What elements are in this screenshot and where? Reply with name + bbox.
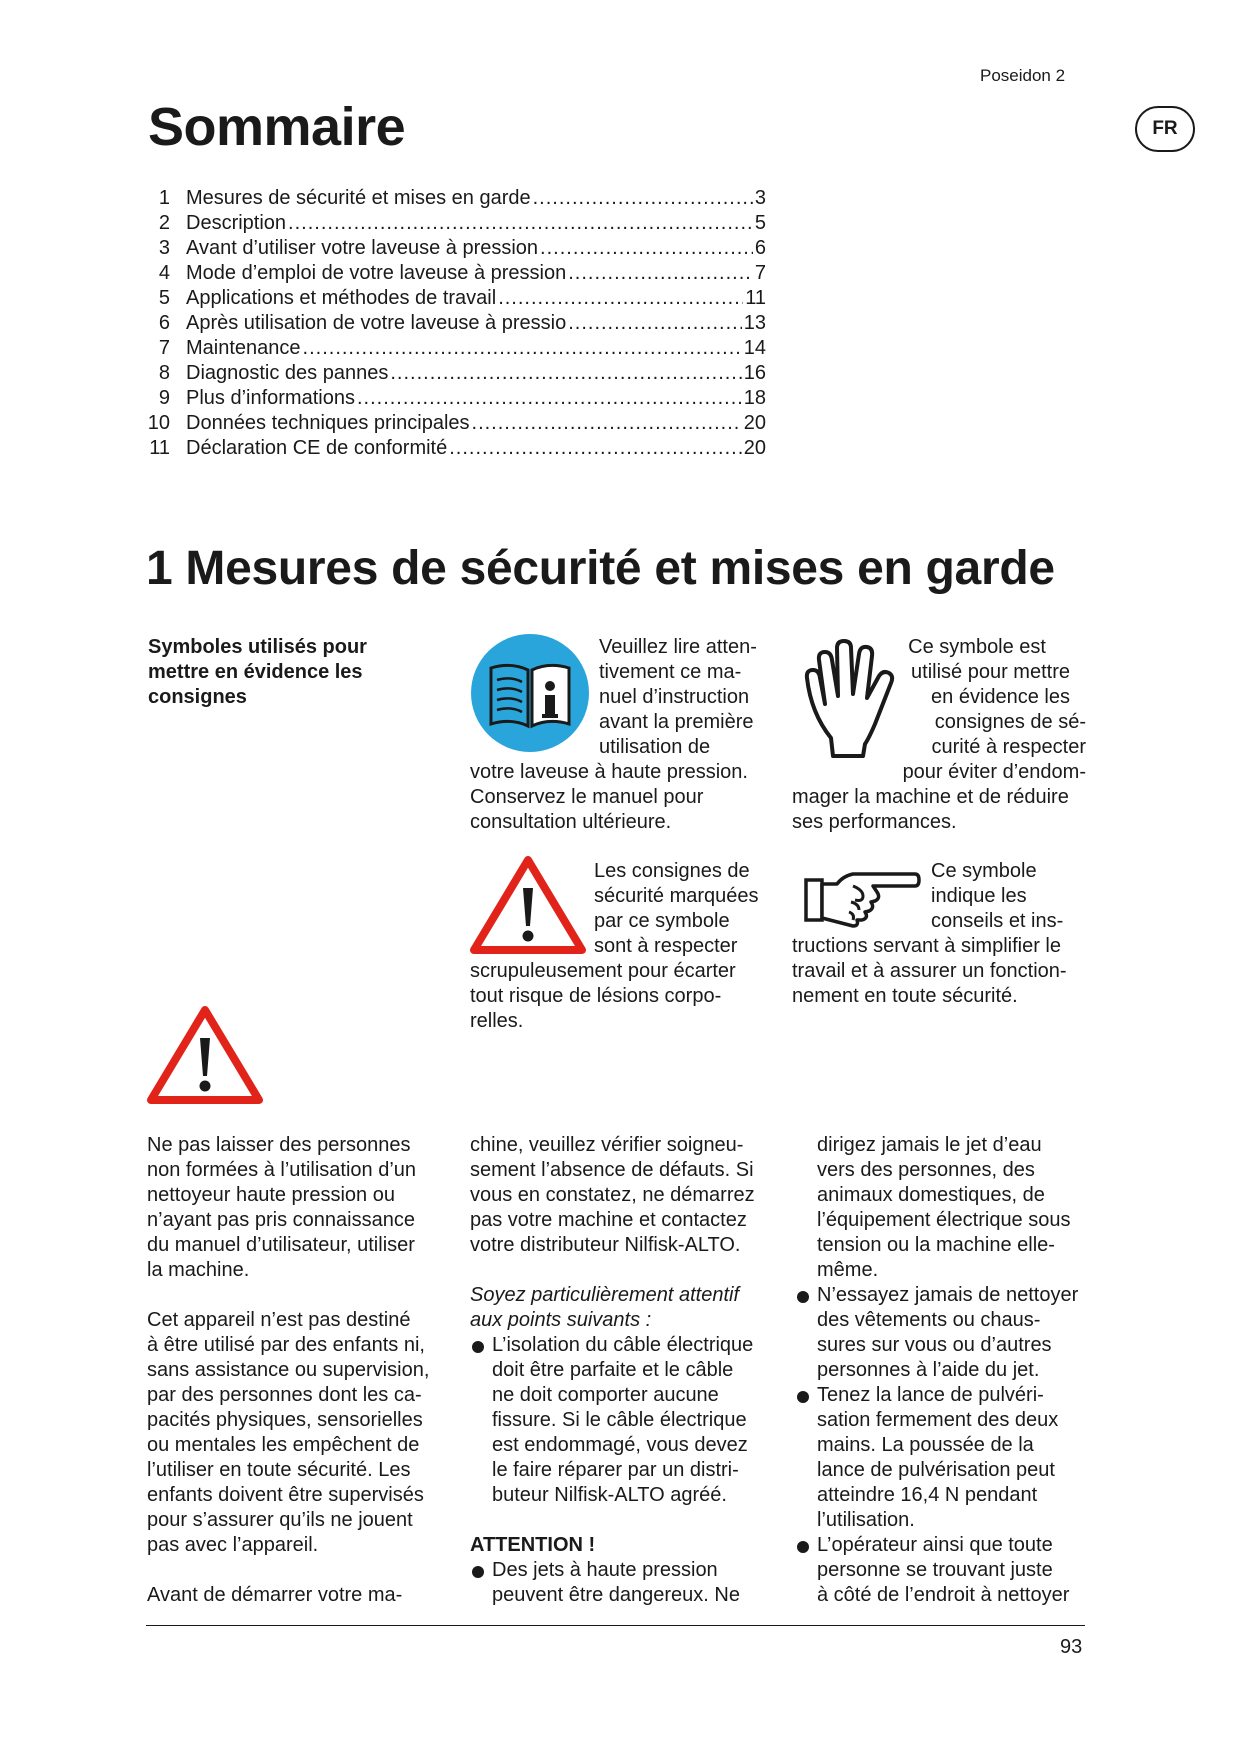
toc-entry-page: 16 [743,362,766,384]
toc-entry[interactable] [146,186,766,211]
toc-entry[interactable] [146,311,766,336]
toc-entry-label: Mesures de sécurité et mises en garde [186,187,531,209]
toc-entry[interactable] [146,236,766,261]
toc-leader-dots [390,361,741,386]
body-column-3 [795,1133,1095,1608]
toc-entry-page: 6 [754,237,766,259]
toc-title: Sommaire [148,97,406,157]
toc-entry-page: 20 [743,437,766,459]
document-header-title: Poseidon 2 [980,66,1066,85]
toc-leader-dots [540,236,753,261]
toc-leader-dots [498,286,743,311]
list-item: N’essayez jamais de nettoyer des vêtements ou chaus- sures sur vous ou d’autres personnes à l’aide du jet. [795,1283,1095,1383]
toc-entry[interactable] [146,361,766,386]
toc-leader-dots [449,436,742,461]
toc-leader-dots [357,386,742,411]
manual-symbol-text-indented: Veuillez lire atten- tivement ce ma- nuel d’instruction avant la première utilisation de [599,636,757,758]
toc-entry[interactable] [146,286,766,311]
toc-entry-page: 13 [743,312,766,334]
toc-entry[interactable] [146,411,766,436]
toc-leader-dots [533,186,753,211]
toc-entry-label: Déclaration CE de conformité [186,437,448,459]
body-column-2 [470,1133,770,1608]
toc-entry-label: Maintenance [186,337,301,359]
bullet-list [795,1283,1095,1608]
toc-entry-label: Données techniques principales [186,412,470,434]
manual-info-icon [471,634,589,752]
toc-entry-page: 18 [743,387,766,409]
toc-entry-label: Avant d’utiliser votre laveuse à pression [186,237,539,259]
paragraph: chine, veuillez vérifier soigneu- sement l’absence de défauts. Si vous en constatez, ne démarrez pas votre machine et contactez votre distributeur Nilfisk-ALTO. [470,1134,755,1256]
table-of-contents [146,186,766,461]
toc-entry-number: 1 [158,187,170,209]
warning-symbol-text-indented: Les consignes de sécurité marquées par ce symbole sont à respecter [594,860,759,957]
toc-entry-page: 20 [743,412,766,434]
section-title: 1 Mesures de sécurité et mises en garde [146,542,1055,595]
toc-entry-number: 3 [158,237,170,259]
list-item: Tenez la lance de pulvéri- sation fermement des deux mains. La poussée de la lance de pulvérisation peut atteindre 16,4 N pendant l’utilisation. [795,1383,1095,1533]
list-item: L’isolation du câble électrique doit être parfaite et le câble ne doit comporter aucune fissure. Si le câble électrique est endommagé, vous devez le faire réparer par un distri- buteur Nilfisk-ALTO agréé. [470,1333,770,1508]
toc-entry-number: 4 [158,262,170,284]
toc-leader-dots [568,261,753,286]
pointing-symbol-text-indented: Ce symbole indique les conseils et ins- [931,860,1064,932]
list-item: Des jets à haute pression peuvent être dangereux. Ne [470,1558,770,1608]
toc-entry-label: Description [186,212,287,234]
attention-heading: ATTENTION ! [470,1534,596,1556]
toc-entry-number: 5 [158,287,170,309]
language-badge: FR [1135,106,1195,152]
toc-entry-number: 10 [147,412,170,434]
toc-entry-page: 14 [743,337,766,359]
paragraph: Ne pas laisser des personnes non formées à l’utilisation d’un nettoyeur haute pression ou n’ayant pas pris connaissance du manuel d’utilisateur, utiliser la machine. [147,1134,417,1281]
italic-note: Soyez particulièrement attentif aux points suivants : [470,1284,740,1331]
toc-entry-number: 7 [158,337,170,359]
footer-divider [146,1625,1085,1626]
warning-triangle-icon [146,1004,264,1106]
warning-triangle-icon [469,854,587,956]
bullet-list [470,1558,770,1608]
toc-entry-number: 6 [158,312,170,334]
toc-entry[interactable] [146,436,766,461]
toc-leader-dots [303,336,742,361]
toc-leader-dots [568,311,742,336]
toc-entry-page: 5 [754,212,766,234]
toc-entry-page: 3 [754,187,766,209]
toc-entry-page: 11 [745,287,766,309]
toc-leader-dots [472,411,742,436]
paragraph: Cet appareil n’est pas destiné à être utilisé par des enfants ni, sans assistance ou supervision, par des personnes dont les ca- pacités physiques, sensorielles ou mentales les empêchent de l’utiliser en toute sécurité. Les enfants doivent être supervisés pour s’assurer qu’ils ne jouent pas avec l’appareil. [147,1309,430,1556]
pointing-symbol-text: tructions servant à simplifier le travail et à assurer un fonction- nement en toute sécurité. [792,935,1067,1007]
toc-entry[interactable] [146,386,766,411]
toc-entry-label: Applications et méthodes de travail [186,287,497,309]
toc-entry-number: 9 [158,387,170,409]
warning-symbol-text: scrupuleusement pour écarter tout risque de lésions corpo- relles. [470,960,736,1032]
manual-symbol-text: votre laveuse à haute pression. Conservez le manuel pour consultation ultérieure. [470,761,748,833]
toc-entry-label: Diagnostic des pannes [186,362,389,384]
toc-entry-page: 7 [754,262,766,284]
toc-entry-number: 11 [149,437,170,459]
hand-symbol-text: mager la machine et de réduire ses performances. [792,786,1069,833]
toc-entry[interactable] [146,336,766,361]
pointing-hand-icon [803,868,921,930]
toc-entry-label: Après utilisation de votre laveuse à pressio [186,312,567,334]
symbols-heading: Symboles utilisés pour mettre en évidence les consignes [148,636,367,708]
toc-leader-dots [288,211,753,236]
toc-entry-label: Plus d’informations [186,387,355,409]
paragraph: Avant de démarrer votre ma- [147,1584,403,1606]
toc-entry[interactable] [146,211,766,236]
hand-symbol-text-indented: Ce symbole est utilisé pour mettre en évidence les consignes de sé- curité à respecter pour éviter d’endom- [902,636,1086,783]
bullet-list [470,1333,770,1508]
toc-entry-number: 2 [158,212,170,234]
toc-entry-label: Mode d’emploi de votre laveuse à pression [186,262,567,284]
toc-entry-number: 8 [158,362,170,384]
list-item: L’opérateur ainsi que toute personne se trouvant juste à côté de l’endroit à nettoyer [795,1533,1095,1608]
toc-entry[interactable] [146,261,766,286]
continued-text: dirigez jamais le jet d’eau vers des personnes, des animaux domestiques, de l’équipement électrique sous tension ou la machine elle- même. [817,1134,1071,1281]
body-column-1 [147,1133,447,1608]
page-number: 93 [1060,1636,1083,1658]
